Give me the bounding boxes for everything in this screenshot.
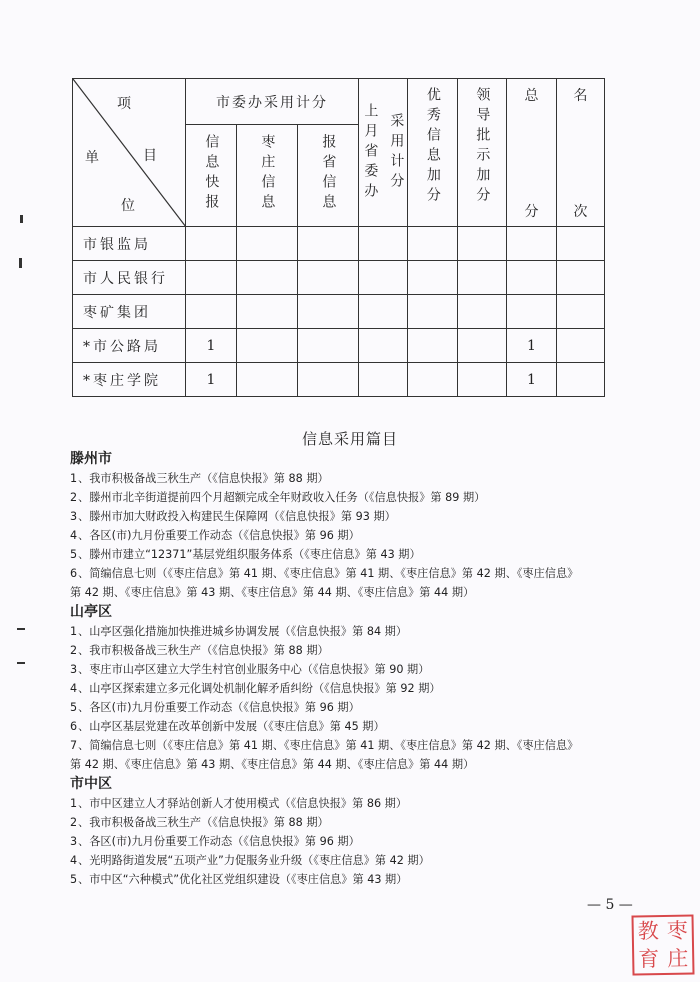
- baosheng-cell: [298, 261, 359, 295]
- list-item: 1、我市积极备战三秋生产（《信息快报》第 88 期）: [70, 469, 670, 488]
- rank-cell: [557, 363, 605, 397]
- item-text: 光明路街道发展“五项产业”力促服务业升级（《枣庄信息》第 42 期）: [89, 854, 430, 867]
- corner-item-label: 项: [117, 96, 131, 112]
- item-text: 滕州市建立“12371”基层党组织服务体系（《枣庄信息》第 43 期）: [89, 548, 421, 561]
- province-cell: [359, 227, 408, 261]
- item-number: 3: [70, 835, 78, 848]
- item-text: 山亭区基层党建在改革创新中发展（《枣庄信息》第 45 期）: [89, 720, 385, 733]
- list-item: 4、光明路街道发展“五项产业”力促服务业升级（《枣庄信息》第 42 期）: [70, 851, 670, 870]
- item-text: 滕州市北辛街道提前四个月超额完成全年财政收入任务（《信息快报》第 89 期）: [89, 491, 486, 504]
- corner-unit-label: 单: [85, 150, 99, 166]
- item-number: 5: [70, 873, 78, 886]
- zaozhuang-cell: [237, 261, 298, 295]
- score-table: [72, 78, 605, 397]
- total-cell: [507, 261, 557, 295]
- corner-header-cell: [73, 79, 186, 227]
- list-item: 1、市中区建立人才驿站创新人才使用模式（《信息快报》第 86 期）: [70, 794, 670, 813]
- baosheng-cell: [298, 363, 359, 397]
- leader-cell: [458, 227, 507, 261]
- item-number: 3: [70, 663, 78, 676]
- item-text: 滕州市加大财政投入构建民生保障网（《信息快报》第 93 期）: [89, 510, 396, 523]
- zaozhuang-cell: [237, 295, 298, 329]
- item-text: 我市积极备战三秋生产（《信息快报》第 88 期）: [89, 472, 329, 485]
- list-item: 3、各区(市)九月份重要工作动态（《信息快报》第 96 期）: [70, 832, 670, 851]
- item-number: 1: [70, 797, 78, 810]
- corner-pos-label: 位: [121, 198, 135, 214]
- seal-char: 育: [638, 947, 660, 972]
- item-number: 2: [70, 491, 78, 504]
- xinxi-cell: [186, 261, 237, 295]
- list-item: 5、市中区“六种模式”优化社区党组织建设（《枣庄信息》第 43 期）: [70, 870, 670, 889]
- baosheng-cell: [298, 227, 359, 261]
- excellent-cell: [408, 227, 458, 261]
- list-item: 2、我市积极备战三秋生产（《信息快报》第 88 期）: [70, 813, 670, 832]
- leader-cell: [458, 363, 507, 397]
- corner-eye-label: 目: [143, 148, 157, 164]
- unit-cell: 枣矿集团: [73, 295, 186, 329]
- baosheng-cell: [298, 329, 359, 363]
- item-text: 山亭区强化措施加快推进城乡协调发展（《信息快报》第 84 期）: [89, 625, 408, 638]
- leader-header: 领导批示加分: [474, 87, 491, 207]
- list-item: 5、滕州市建立“12371”基层党组织服务体系（《枣庄信息》第 43 期）: [70, 545, 670, 564]
- item-text: 枣庄市山亭区建立大学生村官创业服务中心（《信息快报》第 90 期）: [89, 663, 430, 676]
- unit-cell: *市公路局: [73, 329, 186, 363]
- item-number: 2: [70, 816, 78, 829]
- seal-char: 枣: [666, 918, 688, 943]
- table-row: [73, 363, 605, 397]
- leader-cell: [458, 329, 507, 363]
- rank-cell: [557, 227, 605, 261]
- xinxi-cell: [186, 227, 237, 261]
- province-cell: [359, 261, 408, 295]
- list-item: 1、山亭区强化措施加快推进城乡协调发展（《信息快报》第 84 期）: [70, 622, 670, 641]
- excellent-cell: [408, 329, 458, 363]
- item-text: 市中区“六种模式”优化社区党组织建设（《枣庄信息》第 43 期）: [89, 873, 408, 886]
- xinxi-cell: 1: [186, 329, 237, 363]
- table-row: [73, 227, 605, 261]
- list-item: 3、枣庄市山亭区建立大学生村官创业服务中心（《信息快报》第 90 期）: [70, 660, 670, 679]
- scan-mark: [17, 662, 25, 664]
- item-number: 6: [70, 720, 78, 733]
- item-text: 我市积极备战三秋生产（《信息快报》第 88 期）: [89, 816, 329, 829]
- item-number: 5: [70, 701, 78, 714]
- total-header-bottom: 分: [524, 203, 539, 220]
- scan-mark: [20, 215, 23, 223]
- list-item: 4、各区(市)九月份重要工作动态（《信息快报》第 96 期）: [70, 526, 670, 545]
- item-number: 3: [70, 510, 78, 523]
- item-number: 4: [70, 682, 78, 695]
- page-number: — 5 —: [587, 897, 633, 913]
- zaozhuang-cell: [237, 329, 298, 363]
- unit-cell: 市人民银行: [73, 261, 186, 295]
- unit-cell: *枣庄学院: [73, 363, 186, 397]
- section-title: 滕州市: [70, 451, 112, 467]
- item-number: 4: [70, 854, 78, 867]
- zaozhuang-cell: [237, 227, 298, 261]
- item-text: 我市积极备战三秋生产（《信息快报》第 88 期）: [89, 644, 329, 657]
- leader-cell: [458, 295, 507, 329]
- list-item: 7、简编信息七则（《枣庄信息》第 41 期、《枣庄信息》第 41 期、《枣庄信息》第 42 期、《枣庄信息》: [70, 736, 670, 755]
- item-number: 1: [70, 472, 78, 485]
- list-item: 4、山亭区探索建立多元化调处机制化解矛盾纠纷（《信息快报》第 92 期）: [70, 679, 670, 698]
- province-cell: [359, 295, 408, 329]
- item-number: 6: [70, 567, 78, 580]
- list-item: 3、滕州市加大财政投入构建民生保障网（《信息快报》第 93 期）: [70, 507, 670, 526]
- item-number: 1: [70, 625, 78, 638]
- excellent-cell: [408, 261, 458, 295]
- seal-stamp: [631, 914, 694, 975]
- list-item-continuation: 第 42 期、《枣庄信息》第 43 期、《枣庄信息》第 44 期、《枣庄信息》第 44 期）: [70, 586, 475, 599]
- rank-header-bottom: 次: [573, 203, 588, 220]
- province-header-cell: [359, 79, 408, 227]
- excellent-cell: [408, 363, 458, 397]
- total-header-top: 总: [524, 87, 539, 104]
- sub-header-baosheng: 报省信息: [320, 133, 337, 214]
- leader-cell: [458, 261, 507, 295]
- list-item: 2、滕州市北辛街道提前四个月超额完成全年财政收入任务（《信息快报》第 89 期）: [70, 488, 670, 507]
- item-number: 7: [70, 739, 78, 752]
- list-item-continuation: 第 42 期、《枣庄信息》第 43 期、《枣庄信息》第 44 期、《枣庄信息》第 44 期）: [70, 758, 475, 771]
- seal-char: 教: [637, 919, 659, 944]
- item-text: 山亭区探索建立多元化调处机制化解矛盾纠纷（《信息快报》第 92 期）: [89, 682, 441, 695]
- article-list: [70, 449, 670, 889]
- rank-cell: [557, 261, 605, 295]
- sub-header-zaozhuang: 枣庄信息: [259, 133, 276, 214]
- total-cell: 1: [507, 363, 557, 397]
- table-row: [73, 329, 605, 363]
- table-row: [73, 261, 605, 295]
- list-item: 6、山亭区基层党建在改革创新中发展（《枣庄信息》第 45 期）: [70, 717, 670, 736]
- total-cell: [507, 295, 557, 329]
- total-header-cell: [507, 79, 557, 227]
- section-title: 山亭区: [70, 604, 112, 620]
- item-text: 各区(市)九月份重要工作动态（《信息快报》第 96 期）: [89, 529, 360, 542]
- province-header-left: 上月省委办: [362, 102, 379, 203]
- province-cell: [359, 363, 408, 397]
- xinxi-cell: [186, 295, 237, 329]
- unit-cell: 市银监局: [73, 227, 186, 261]
- zaozhuang-cell: [237, 363, 298, 397]
- rank-cell: [557, 329, 605, 363]
- baosheng-cell: [298, 295, 359, 329]
- item-number: 2: [70, 644, 78, 657]
- item-text: 各区(市)九月份重要工作动态（《信息快报》第 96 期）: [89, 701, 360, 714]
- excellent-cell: [408, 295, 458, 329]
- excellent-header: 优秀信息加分: [424, 87, 441, 207]
- item-number: 4: [70, 529, 78, 542]
- scan-mark: [19, 258, 22, 268]
- province-header-right: 采用计分: [388, 112, 405, 193]
- item-text: 市中区建立人才驿站创新人才使用模式（《信息快报》第 86 期）: [89, 797, 408, 810]
- total-cell: 1: [507, 329, 557, 363]
- table-row: [73, 295, 605, 329]
- seal-char: 庄: [667, 946, 689, 971]
- rank-header-cell: [557, 79, 605, 227]
- group-header: 市委办采用计分: [186, 79, 359, 125]
- item-number: 5: [70, 548, 78, 561]
- item-text: 各区(市)九月份重要工作动态（《信息快报》第 96 期）: [89, 835, 360, 848]
- sub-header-xinxi: 信息快报: [203, 133, 220, 214]
- item-text: 简编信息七则（《枣庄信息》第 41 期、《枣庄信息》第 41 期、《枣庄信息》第 42 期、《枣庄信息》: [89, 739, 579, 752]
- list-item: 6、简编信息七则（《枣庄信息》第 41 期、《枣庄信息》第 41 期、《枣庄信息》第 42 期、《枣庄信息》: [70, 564, 670, 583]
- list-item: 5、各区(市)九月份重要工作动态（《信息快报》第 96 期）: [70, 698, 670, 717]
- section-title: 市中区: [70, 776, 112, 792]
- province-cell: [359, 329, 408, 363]
- list-item: 2、我市积极备战三秋生产（《信息快报》第 88 期）: [70, 641, 670, 660]
- xinxi-cell: 1: [186, 363, 237, 397]
- rank-cell: [557, 295, 605, 329]
- rank-header-top: 名: [573, 87, 588, 104]
- total-cell: [507, 227, 557, 261]
- list-title: 信息采用篇目: [301, 430, 398, 448]
- item-text: 简编信息七则（《枣庄信息》第 41 期、《枣庄信息》第 41 期、《枣庄信息》第 42 期、《枣庄信息》: [89, 567, 579, 580]
- scan-mark: [17, 628, 25, 630]
